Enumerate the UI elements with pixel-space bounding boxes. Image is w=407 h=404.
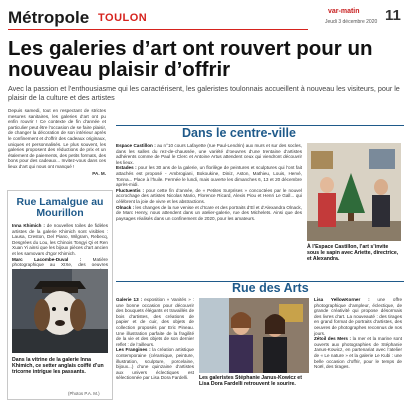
arts-title: Rue des Arts	[232, 281, 309, 295]
issue-date: Jeudi 3 décembre 2020	[325, 19, 378, 25]
photo-credit: (Photos P.A. M.)	[68, 391, 100, 396]
castillon-text: au n°10 cours Lafayette (rue Paul-Lendrin) aux murs et sur des socles, dans les salles du rez-de-chaussée, une variété d’oeuvres d’une trentaine d’artistes adhérents comme de Paul le Clerc et Antoine Artus attendent ceux qui viendront découvrir les lieux.	[116, 143, 303, 165]
intro-text	[8, 108, 106, 176]
centre-caption: À l’Espace Castillon, l’art s’invite sous le sapin avec Ariette, directrice, et Alexandra.	[307, 244, 399, 262]
khimich-text: de nouvelles toiles de fidèles artistes de la galerie Khimich sont visibles : Lausa, Creston, Del Piano, Wilgram, Rebecq, Desgrées du Lou, les Chinois Tongyi Qi et Ren Xuan Yi ainsi que les bijoux pièces d’art ancien et les samovars d’Igor Khimich.	[12, 223, 108, 256]
lamalgue-box	[7, 190, 113, 400]
headline: Les galeries d’art ont rouvert pour un nouveau plaisir d’offrir	[8, 37, 373, 81]
castillon-lead: Espace Castillon :	[116, 143, 156, 148]
castillon-photo	[307, 143, 401, 241]
intro-signature: PA. M.	[92, 170, 106, 176]
lacombe-text: Matière photographique au XIXe, des oeuvres	[12, 256, 108, 268]
zetoil-text: la mer et la marine sont ouverts aux photographies de Stéphanie Janus-Kowicz, en partenariat avec l’atelier de « Le nature » et la galerie Le Kubi : une belle occasion d’offrir, pour le temps de Noël, des tirages.	[314, 336, 403, 370]
gallery-interior-image	[307, 143, 401, 241]
lacombe-lead: Marc Lacombe-Duval :	[12, 256, 82, 262]
arts-caption: Les galeristes Stéphanie Janus-Kowicz et Lisa Dora Fardelli retrouvent le sourire.	[199, 375, 302, 387]
galerie13-text: exposition « Vanités » : une bonne occasion pour découvrir des bouquets élégants et travaillés de bois d’artistes, des créations de papier et de cuir, des objets de collection proposés par Eric Pineau. Une illustration parfaite de la fragilité de la vie et des objets de son dernier reflet : de l’ailleurs.	[116, 297, 194, 347]
fluctuentis-text: pour cette fin d’année, de « Petites Surprises » concoctées par le nouvel accrochage des artistes Nicolas Mario, Florence Ricard, Alexis Piou et Henri Le Gall... qui célèbrent la joie de vivre et les abstractions.	[116, 187, 302, 204]
dog-photo	[12, 269, 108, 353]
lamalgue-title: Rue Lamalgue au Mourillon	[16, 196, 104, 219]
section-title: Métropole	[8, 8, 90, 27]
galeristes-image	[199, 298, 309, 373]
intro-body: Depuis samedi, tout en respectant de strictes mesures sanitaires, les galeries d’art ont pu enfin rouvrir ! Ce contexte de fin d’année et particulier peut être l’occasion de se faire plaisir, de changer la décoration de son intérieur après le confinement et d’offrir des cadeaux originaux, uniques et personnalisés. Le plus souvent, les galeries proposent des réductions de prix et un étalement de paiements, des petits formats, des bons pour des cadeaux... Invitez-vous dans ces lieux d’art qui nous ont manqué !	[8, 108, 106, 169]
frangines-lead: Les Frangines :	[116, 347, 151, 353]
yellowkorner-text: une offre photographique d’ampleur, éclectique, de grande créativité qui propose désormais des livres d’art. La nouveauté : des tirages en grand format de portraits d’artistes, des oeuvres de photographes reconnus de nos jours.	[314, 297, 402, 336]
setter-image	[12, 269, 108, 353]
newspaper-brand: var-matin	[328, 8, 360, 15]
khimich-lead: Inna Khimich :	[12, 223, 45, 228]
city-label: TOULON	[98, 12, 148, 24]
arts-text-left	[116, 297, 194, 381]
lede: Avec la passion et l’enthousiasme qui les caractérisent, les galeristes toulonnais accueillent à nouveau les visiteurs, pour le plaisir de la culture et des artistes	[8, 84, 400, 102]
arts-photo	[199, 298, 309, 373]
centre-text	[116, 143, 302, 221]
page-number: 11	[385, 7, 401, 24]
yellowkorner-lead: Lisa YellowKorner :	[314, 297, 370, 302]
lamalgue-caption: Dans la vitrine de la galerie Inna Khimich, ce setter anglais coiffé d’un tricorne intrigue les passants.	[12, 357, 104, 375]
frangines-text: la création artistique contemporaine (céramique, peinture, illustration, sculpture, porcelaine, bijoux...) d’une quinzaine d’artistes aux univers éclectiques est sélectionnée par Lisa Dora Fardelli.	[116, 347, 194, 381]
centre-title: Dans le centre-ville	[182, 126, 296, 140]
zetoil-lead: Zétoil des Mers :	[314, 336, 352, 342]
arts-text-right	[314, 297, 402, 370]
olnack-text: les changes de la rue venise et d’Icare et des portraits d’El et d’Alexandra Olnack, de Marc Henry, nous attendent dans un atelier-galerie, rue des Michelets. Ainsi que des paysages réalisés dans un confinement de 2020, pour les amateurs.	[116, 204, 302, 221]
galerie13-lead: Galerie 13 :	[116, 297, 143, 302]
olnack-lead: Olnack :	[116, 204, 135, 210]
estades-lead: Estades :	[116, 165, 137, 171]
fluctuentis-lead: Fluctuentis :	[116, 187, 145, 193]
header-rule	[8, 29, 308, 30]
estades-text: pour les 30 ans de la galerie, un florilège de peintures et sculptures qui l’ont fait attachés est proposé - Ambrogiani, Bokoukine, Diniz, Aston, Mathieu, Louis, Hervé, Tonna... Place à l’huile. Fermée le lundi, mais ouverte les dimanches 6, 13 et 20 décembre après-midi.	[116, 165, 303, 188]
